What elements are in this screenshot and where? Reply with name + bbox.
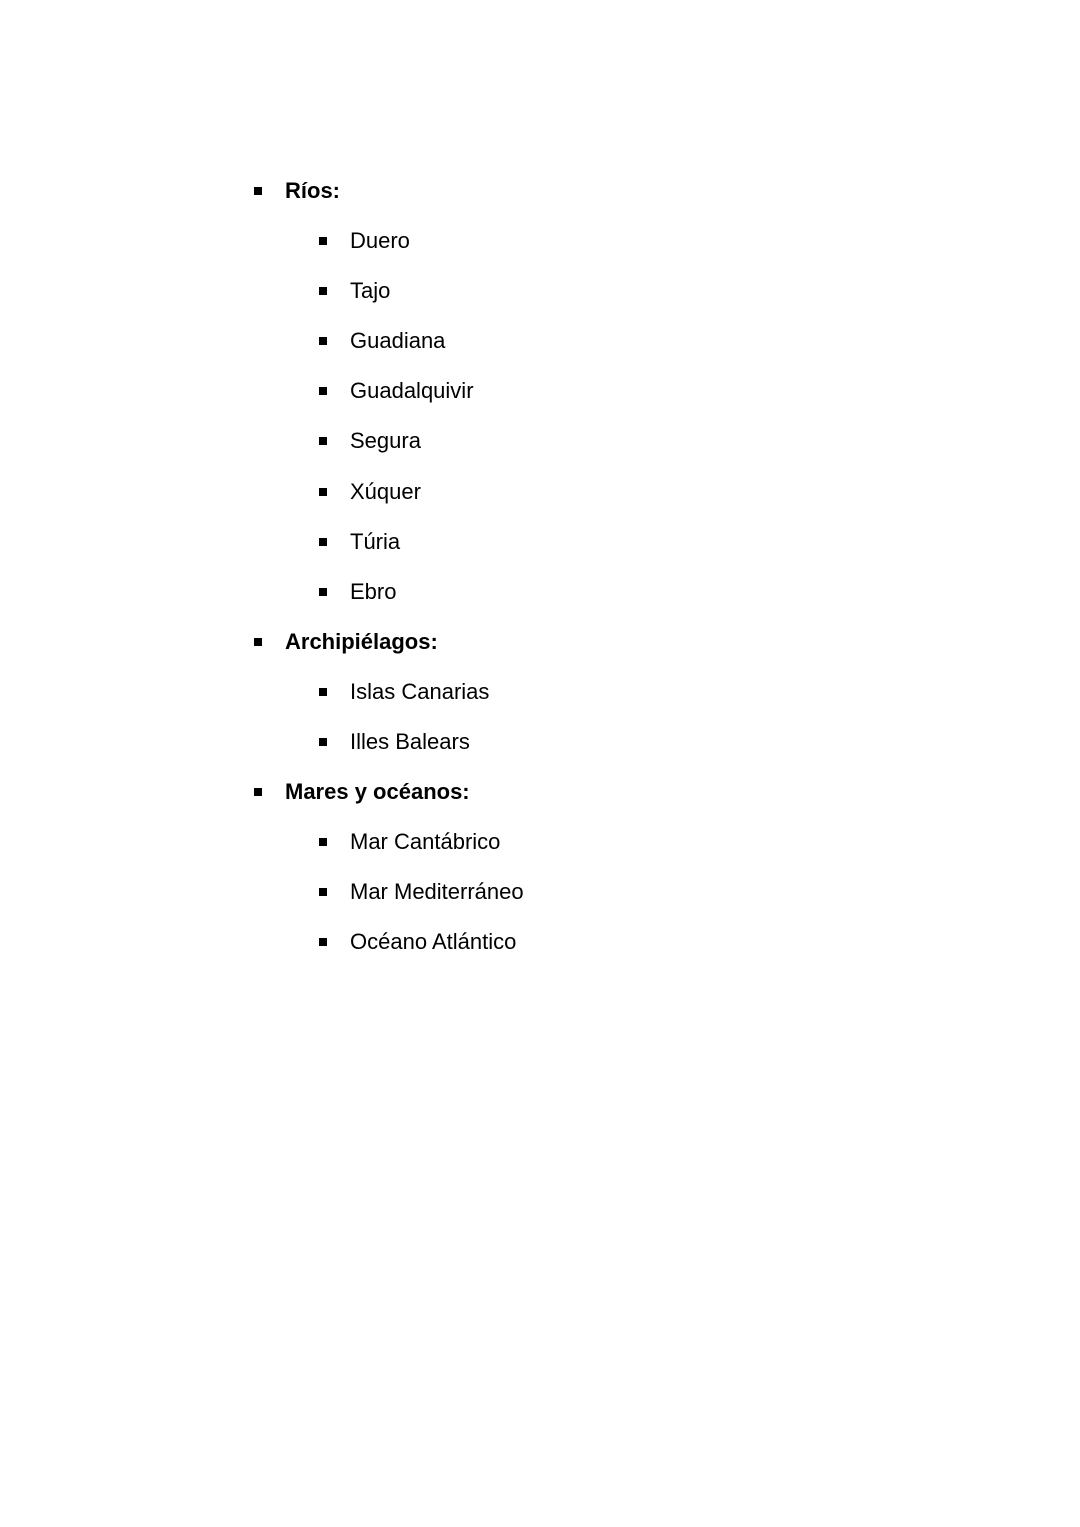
list-item-label: Océano Atlántico [350,929,517,955]
square-bullet-icon [319,237,327,245]
square-bullet-icon [254,788,262,796]
square-bullet-icon [319,287,327,295]
square-bullet-icon [319,888,327,896]
list-item-label: Islas Canarias [350,678,490,704]
square-bullet-icon [319,938,327,946]
square-bullet-icon [319,688,327,696]
square-bullet-icon [319,588,327,596]
list-item-label: Mar Mediterráneo [350,879,524,905]
square-bullet-icon [319,437,327,445]
list-item-label: Duero [350,228,410,254]
square-bullet-icon [319,387,327,395]
square-bullet-icon [319,538,327,546]
list-item-label: Ebro [350,578,397,604]
list-item-label: Guadalquivir [350,378,474,404]
list-item-label: Tajo [350,278,391,304]
square-bullet-icon [319,337,327,345]
square-bullet-icon [254,638,262,646]
square-bullet-icon [254,187,262,195]
section-heading-label: Mares y océanos: [285,779,470,805]
section-heading-label: Ríos: [285,178,340,203]
square-bullet-icon [319,738,327,746]
list-item-label: Mar Cantábrico [350,829,501,855]
list-item-label: Xúquer [350,478,421,504]
square-bullet-icon [319,838,327,846]
list-item-label: Guadiana [350,328,446,354]
square-bullet-icon [319,488,327,496]
list-item-label: Illes Balears [350,729,470,755]
list-item-label: Túria [350,528,401,554]
list-item-label: Segura [350,428,421,454]
section-heading-label: Archipiélagos: [285,628,438,654]
